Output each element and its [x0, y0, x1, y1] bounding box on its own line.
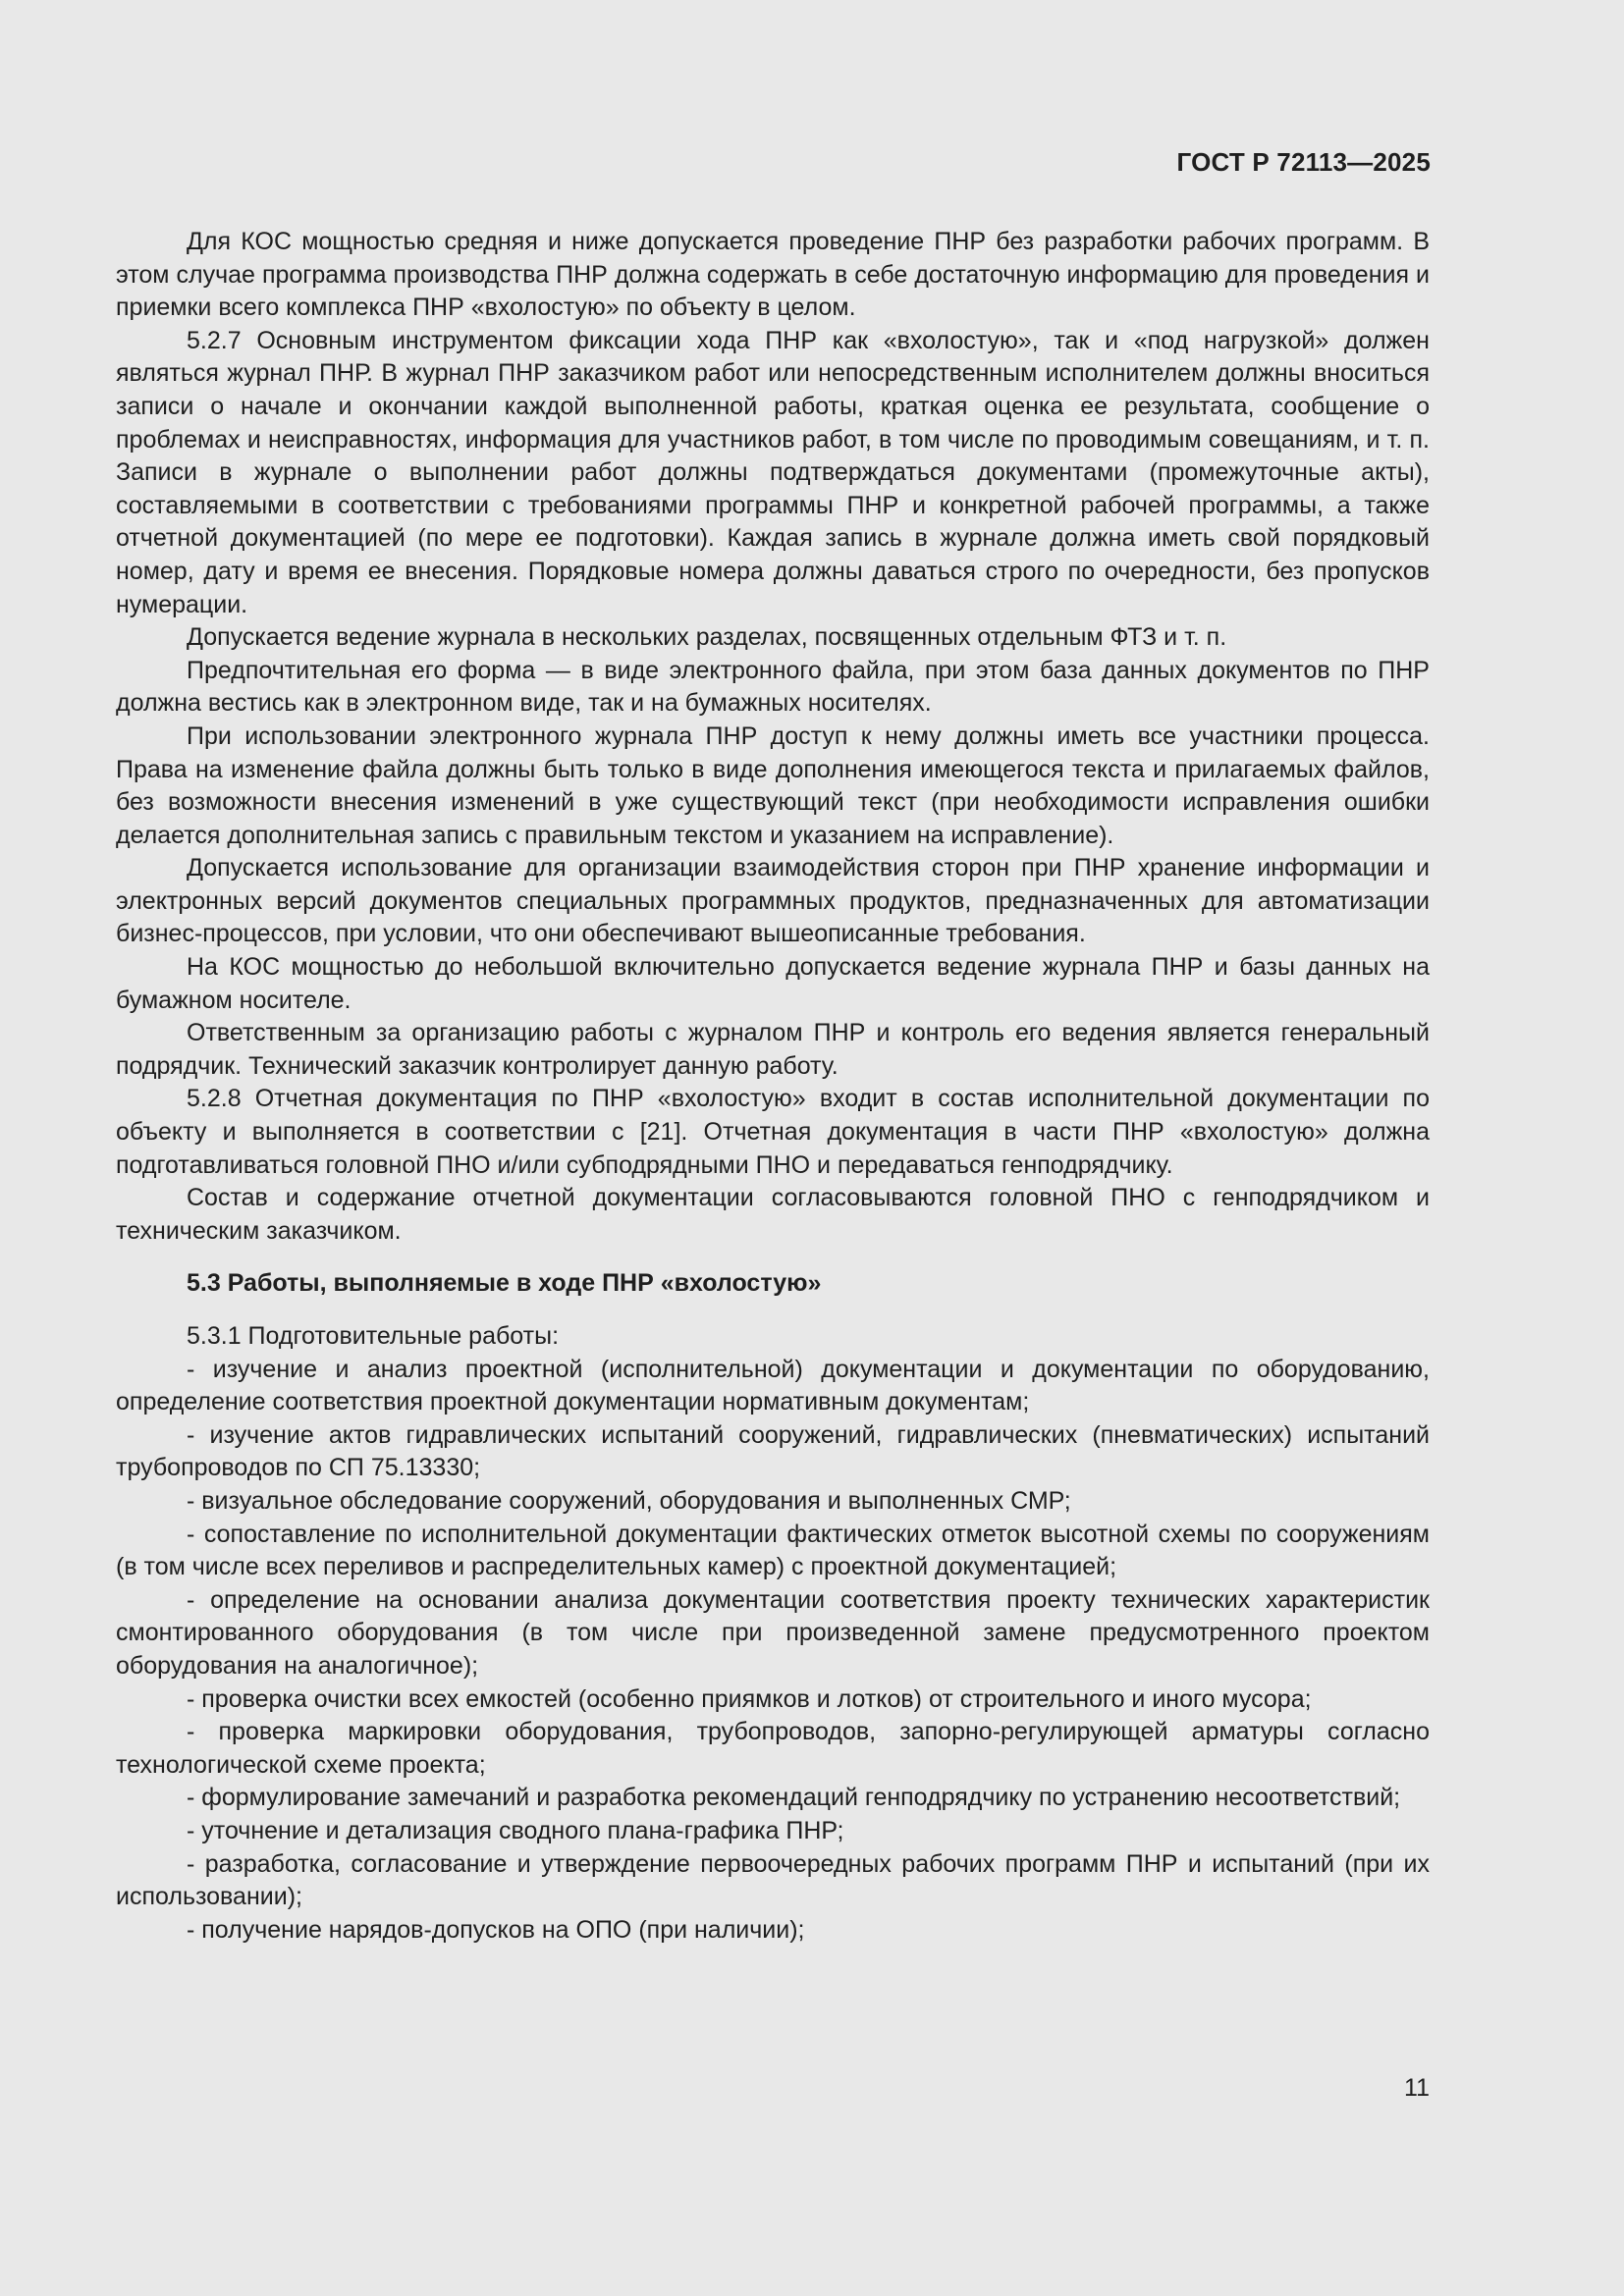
list-item: - уточнение и детализация сводного плана-графика ПНР;	[187, 1816, 844, 1844]
list-item: - визуальное обследование сооружений, оборудования и выполненных СМР;	[187, 1486, 1071, 1515]
document-body	[116, 226, 1430, 1947]
list-item: - получение нарядов-допусков на ОПО (при наличии);	[187, 1915, 805, 1944]
list-item: - проверка маркировки оборудования, трубопроводов, запорно-регулирующей арматуры согласно технологической схеме проекта;	[116, 1718, 1430, 1779]
list-item: - разработка, согласование и утверждение первоочередных рабочих программ ПНР и испытаний (при их использовании);	[116, 1849, 1430, 1911]
list-item: - изучение актов гидравлических испытаний сооружений, гидравлических (пневматических) испытаний трубопроводов по СП 75.13330;	[116, 1420, 1430, 1482]
document-code: ГОСТ Р 72113—2025	[1176, 147, 1431, 177]
subsection-title: 5.3.1 Подготовительные работы:	[187, 1322, 560, 1350]
list-item: - формулирование замечаний и разработка рекомендаций генподрядчику по устранению несоответствий;	[187, 1784, 1401, 1812]
paragraph: 5.2.7 Основным инструментом фиксации хода ПНР как «вхолостую», так и «под нагрузкой» должен являться журнал ПНР. В журнал ПНР заказчиком работ или непосредственным исполнителем должны вноситься записи о начале и окончании каждой выполненной работы, краткая оценка ее результата, сообщение о проблемах и неисправностях, информация для участников работ, в том числе по проводимым совещаниям, и т. п. Записи в журнале о выполнении работ должны подтверждаться документами (промежуточные акты), составляемыми в соответствии с требованиями программы ПНР и конкретной рабочей программы, а также отчетной документацией (по мере ее подготовки). Каждая запись в журнале должна иметь свой порядковый номер, дату и время ее внесения. Порядковые номера должны даваться строго по очередности, без пропусков нумерации.	[116, 326, 1430, 618]
paragraph: 5.2.8 Отчетная документация по ПНР «вхолостую» входит в состав исполнительной документации по объекту и выполняется в соответствии с [21]. Отчетная документация в части ПНР «вхолостую» должна подготавливаться головной ПНО и/или субподрядными ПНО и передаваться генподрядчику.	[116, 1085, 1430, 1179]
paragraph: Допускается использование для организации взаимодействия сторон при ПНР хранение информации и электронных версий документов специальных программных продуктов, предназначенных для автоматизации бизнес-процессов, при условии, что они обеспечивают вышеописанные требования.	[116, 854, 1430, 948]
paragraph: Ответственным за организацию работы с журналом ПНР и контроль его ведения является генеральный подрядчик. Технический заказчик контролирует данную работу.	[116, 1019, 1430, 1080]
paragraph: Для КОС мощностью средняя и ниже допускается проведение ПНР без разработки рабочих программ. В этом случае программа производства ПНР должна содержать в себе достаточную информацию для проведения и приемки всего комплекса ПНР «вхолостую» по объекту в целом.	[116, 228, 1430, 322]
page-number: 11	[1404, 2074, 1430, 2102]
list-item: - изучение и анализ проектной (исполнительной) документации и документации по оборудованию, определение соответствия проектной документации нормативным документам;	[116, 1355, 1430, 1416]
list-item: - сопоставление по исполнительной документации фактических отметок высотной схемы по сооружениям (в том числе всех переливов и распределительных камер) с проектной документацией;	[116, 1520, 1430, 1581]
list-item: - определение на основании анализа документации соответствия проекту технических характеристик смонтированного оборудования (в том числе при произведенной замене предусмотренного проектом оборудования на аналогичное);	[116, 1585, 1430, 1680]
section-heading: 5.3 Работы, выполняемые в ходе ПНР «вхолостую»	[187, 1269, 822, 1298]
paragraph: При использовании электронного журнала ПНР доступ к нему должны иметь все участники процесса. Права на изменение файла должны быть только в виде дополнения имеющегося текста и прилагаемых файлов, без возможности внесения изменений в уже существующий текст (при необходимости исправления ошибки делается дополнительная запись с правильным текстом и указанием на исправление).	[116, 721, 1430, 849]
paragraph: Допускается ведение журнала в нескольких разделах, посвященных отдельным ФТЗ и т. п.	[187, 623, 1227, 652]
list-item: - проверка очистки всех емкостей (особенно приямков и лотков) от строительного и иного мусора;	[187, 1684, 1312, 1713]
paragraph: На КОС мощностью до небольшой включительно допускается ведение журнала ПНР и базы данных на бумажном носителе.	[116, 953, 1430, 1014]
paragraph: Предпочтительная его форма — в виде электронного файла, при этом база данных документов по ПНР должна вестись как в электронном виде, так и на бумажных носителях.	[116, 656, 1430, 718]
paragraph: Состав и содержание отчетной документации согласовываются головной ПНО с генподрядчиком и техническим заказчиком.	[116, 1184, 1430, 1245]
